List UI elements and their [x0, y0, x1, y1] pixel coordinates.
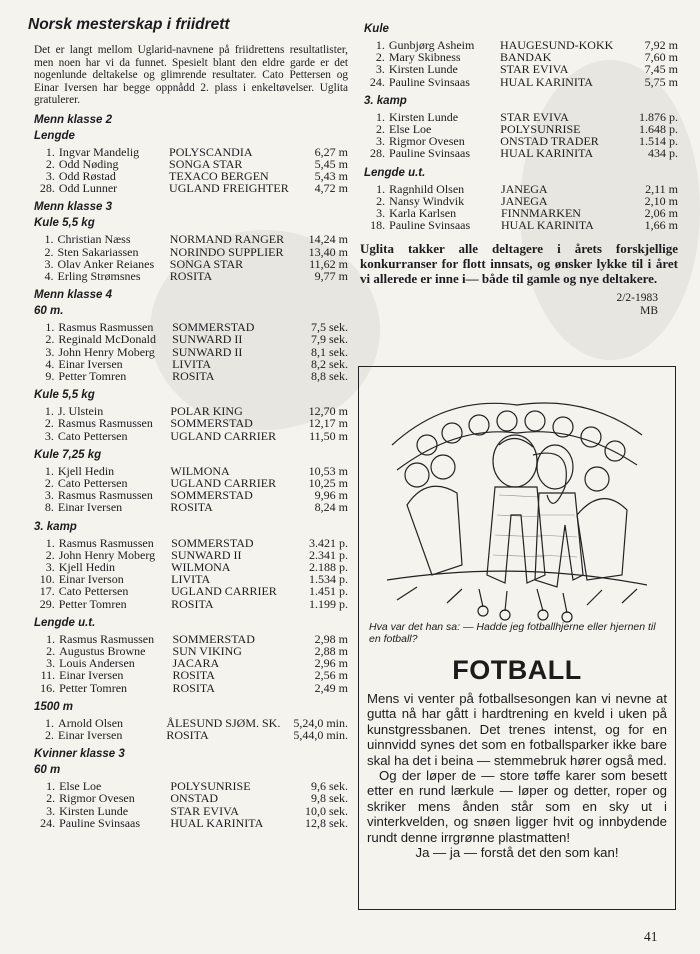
- place: 28.: [370, 146, 386, 161]
- place: 18.: [370, 218, 386, 233]
- athlete-name: Erling Strømsnes: [57, 268, 141, 283]
- result-value: 8,24 m: [314, 500, 348, 515]
- ship-name: HUAL KARINITA: [499, 74, 593, 89]
- result-value: 2,56 m: [314, 668, 348, 683]
- place: 2.: [45, 332, 55, 347]
- result-value: 4,72 m: [314, 181, 348, 196]
- thanks-paragraph: Uglita takker alle deltagere i årets forskjellige konkurranser for flott innsats, og ønsker lykke til i året vi allerede er inne i— både til gamle og nye deltakere.: [360, 241, 678, 287]
- ship-name: ÅLESUND SJØM. SK.: [166, 715, 281, 730]
- result-row: [34, 805, 348, 817]
- football-cartoon: [387, 375, 647, 623]
- result-value: 13,40 m: [308, 244, 348, 259]
- athlete-name: Rasmus Rasmussen: [57, 488, 153, 503]
- results-table: [364, 111, 678, 160]
- athlete-name: Pauline Svinsaas: [389, 218, 471, 233]
- athlete-name: Ingvar Mandelig: [58, 144, 140, 159]
- section-heading: 60 m: [34, 764, 61, 777]
- result-value: 3.421 p.: [309, 535, 348, 550]
- athlete-name: Gunbjørg Asheim: [388, 38, 475, 52]
- athlete-name: Louis Andersen: [59, 656, 135, 671]
- section-heading: 60 m.: [34, 305, 64, 318]
- result-value: 2,11 m: [645, 181, 678, 196]
- place: 1.: [45, 144, 55, 159]
- result-value: 10,0 sek.: [305, 803, 348, 818]
- athlete-name: Einar Iversen: [57, 500, 123, 515]
- result-value: 8,2 sek.: [311, 356, 348, 371]
- athlete-name: Einar Iversen: [59, 668, 124, 683]
- place: 8.: [44, 500, 54, 515]
- result-row: [34, 430, 348, 442]
- athlete-name: Pauline Svinsaas: [59, 815, 141, 830]
- results-table: [34, 633, 348, 694]
- result-row: [34, 537, 348, 549]
- place: 2.: [44, 416, 54, 431]
- ship-name: ROSITA: [171, 596, 214, 611]
- result-row: [34, 246, 348, 258]
- athlete-name: Arnold Olsen: [58, 715, 124, 730]
- page-number: 41: [644, 929, 658, 944]
- result-value: 2,98 m: [314, 631, 348, 646]
- result-value: 5,45 m: [314, 156, 348, 171]
- athlete-name: Petter Tomren: [59, 680, 128, 695]
- result-row: [34, 682, 348, 694]
- ship-name: SUNWARD II: [171, 547, 242, 562]
- athlete-name: Petter Tomren: [58, 368, 127, 383]
- results-table: [364, 183, 678, 232]
- place: 1.: [46, 779, 56, 794]
- results-table: [34, 321, 348, 382]
- result-value: 1,66 m: [644, 218, 678, 233]
- ship-name: SOMMERSTAD: [170, 488, 253, 503]
- result-row: [364, 147, 678, 159]
- place: 28.: [39, 181, 55, 196]
- result-row: [34, 233, 348, 245]
- section-heading: Kule: [364, 23, 389, 35]
- section-heading: Lengde: [34, 129, 75, 142]
- fotball-text: [367, 691, 667, 860]
- result-value: 9,8 sek.: [311, 791, 348, 806]
- result-row: [34, 146, 348, 158]
- place: 1.: [376, 109, 386, 124]
- result-value: 5,43 m: [314, 168, 348, 183]
- place: 1.: [44, 404, 54, 419]
- ship-name: JACARA: [172, 656, 220, 671]
- athlete-name: Odd Lunner: [58, 181, 118, 196]
- ship-name: JANEGA: [500, 181, 548, 196]
- athlete-name: Kirsten Lunde: [59, 803, 129, 818]
- athlete-name: Reginald McDonald: [58, 332, 157, 347]
- athlete-name: John Henry Moberg: [58, 547, 156, 562]
- place: 29.: [39, 596, 55, 611]
- section-heading: Menn klasse 3: [34, 201, 112, 214]
- cartoon-caption: Hva var det han sa: — Hadde jeg fotballhjerne eller hjernen til en fotball?: [369, 621, 656, 645]
- ship-name: STAR EVIVA: [170, 803, 239, 818]
- ship-name: ROSITA: [166, 728, 209, 742]
- athlete-name: Einar Iverson: [58, 572, 124, 587]
- results-table: [34, 717, 348, 741]
- athlete-name: Rasmus Rasmussen: [59, 631, 155, 646]
- place: 2.: [376, 122, 386, 137]
- result-row: [34, 585, 348, 597]
- result-value: 12,17 m: [308, 416, 348, 431]
- athlete-name: Kjell Hedin: [58, 559, 116, 574]
- place: 2.: [375, 50, 385, 65]
- ship-name: UGLAND FREIGHTER: [169, 181, 289, 196]
- ship-name: STAR EVIVA: [500, 109, 569, 124]
- result-value: 9,96 m: [314, 488, 348, 503]
- ship-name: HUAL KARINITA: [500, 218, 594, 233]
- place: 2.: [44, 244, 54, 259]
- ship-name: UGLAND CARRIER: [171, 584, 277, 599]
- ship-name: SUN VIKING: [172, 643, 242, 658]
- result-value: 8,8 sek.: [311, 368, 348, 383]
- ship-name: POLYSUNRISE: [170, 779, 251, 794]
- result-value: 1.451 p.: [309, 584, 348, 599]
- ship-name: BANDAK: [499, 50, 552, 65]
- athlete-name: Cato Pettersen: [58, 584, 129, 599]
- athlete-name: Mary Skibness: [388, 50, 461, 65]
- ship-name: HUAL KARINITA: [170, 815, 264, 830]
- ship-name: LIVITA: [172, 356, 212, 371]
- place: 3.: [46, 656, 56, 671]
- results-table: [34, 465, 348, 514]
- athlete-name: Einar Iversen: [58, 356, 123, 371]
- place: 24.: [40, 815, 56, 830]
- ship-name: POLYSCANDIA: [169, 144, 253, 159]
- place: 1.: [46, 631, 56, 646]
- result-value: 9,6 sek.: [311, 779, 348, 794]
- result-value: 1.534 p.: [309, 572, 348, 587]
- ship-name: POLAR KING: [170, 404, 243, 419]
- result-row: [364, 183, 678, 195]
- place: 2.: [46, 791, 56, 806]
- fotball-paragraph: Og der løper de — store tøffe karer som besett etter en rund lærkule — løper og detter, roper og skriker mens ånden står som en sky ut i vinterkvelden, og snøen ligger hvit og innbydende rundt denne irrgrønne plastmatten!: [367, 768, 667, 845]
- ship-name: LIVITA: [171, 572, 211, 587]
- athlete-name: Else Loe: [389, 122, 432, 137]
- ship-name: STAR EVIVA: [499, 62, 569, 77]
- place: 2.: [45, 547, 55, 562]
- athlete-name: Einar Iversen: [58, 728, 123, 742]
- athlete-name: Christian Næss: [57, 232, 131, 247]
- result-value: 2.188 p.: [309, 559, 348, 574]
- result-value: 2,10 m: [644, 193, 678, 208]
- ship-name: SOMMERSTAD: [171, 535, 254, 550]
- place: 1.: [375, 38, 385, 52]
- result-row: [34, 598, 348, 610]
- ship-name: SOMMERSTAD: [170, 416, 253, 431]
- place: 3.: [44, 428, 54, 443]
- results-table: [34, 233, 348, 282]
- ship-name: SOMMERSTAD: [172, 631, 255, 646]
- athlete-name: Rasmus Rasmussen: [58, 320, 154, 335]
- athlete-name: Kjell Hedin: [57, 463, 115, 478]
- place: 4.: [44, 268, 54, 283]
- ship-name: ONSTAD: [170, 791, 219, 806]
- result-value: 7,60 m: [644, 50, 678, 65]
- result-value: 1.514 p.: [639, 134, 678, 149]
- signature-initials: MB: [640, 305, 658, 318]
- ship-name: JANEGA: [500, 193, 548, 208]
- section-heading: Lengde u.t.: [364, 166, 426, 179]
- result-row: [364, 63, 678, 75]
- result-value: 1.199 p.: [309, 596, 348, 611]
- ship-name: TEXACO BERGEN: [169, 168, 269, 183]
- section-heading: Kule 7,25 kg: [34, 448, 102, 461]
- place: 3.: [45, 344, 55, 359]
- section-heading: Menn klasse 2: [34, 113, 112, 126]
- athlete-name: Else Loe: [59, 779, 102, 794]
- result-value: 8,1 sek.: [311, 344, 348, 359]
- athlete-name: Rasmus Rasmussen: [58, 535, 154, 550]
- section-heading: 1500 m: [34, 700, 74, 713]
- ship-name: NORMAND RANGER: [169, 232, 285, 247]
- athlete-name: Rasmus Rasmussen: [57, 416, 153, 431]
- result-value: 5,44,0 min.: [293, 728, 348, 742]
- ship-name: HUAL KARINITA: [500, 146, 594, 161]
- place: 3.: [44, 488, 54, 503]
- athlete-name: Nansy Windvik: [389, 193, 465, 208]
- place: 2.: [46, 643, 56, 658]
- result-row: [34, 270, 348, 282]
- section-heading: Menn klasse 4: [34, 289, 112, 302]
- athlete-name: Ragnhild Olsen: [389, 181, 465, 196]
- left-column: [28, 16, 348, 829]
- place: 1.: [45, 715, 55, 730]
- athlete-name: Sten Sakariassen: [57, 244, 139, 259]
- place: 1.: [44, 463, 54, 478]
- ship-name: ROSITA: [172, 680, 215, 695]
- place: 4.: [45, 356, 55, 371]
- place: 10.: [39, 572, 55, 587]
- section-heading: 3. kamp: [364, 94, 407, 107]
- left-results: [28, 114, 348, 830]
- place: 1.: [376, 181, 386, 196]
- result-value: 1.876 p.: [639, 109, 678, 124]
- results-table: [34, 146, 348, 195]
- athlete-name: J. Ulstein: [57, 404, 104, 419]
- place: 2.: [376, 193, 386, 208]
- athlete-name: Rigmor Ovesen: [59, 791, 135, 806]
- ship-name: ROSITA: [172, 668, 215, 683]
- ship-name: SUNWARD II: [172, 332, 243, 347]
- place: 3.: [44, 256, 54, 271]
- result-value: 10,53 m: [308, 463, 348, 478]
- athlete-name: Karla Karlsen: [389, 206, 457, 221]
- place: 1.: [44, 232, 54, 247]
- result-row: [34, 669, 348, 681]
- athlete-name: Pauline Svinsaas: [389, 146, 471, 161]
- right-column: [358, 16, 678, 318]
- place: 2.: [45, 156, 55, 171]
- place: 3.: [375, 62, 385, 77]
- place: 2.: [45, 728, 55, 742]
- place: 3.: [376, 134, 386, 149]
- result-value: 2,96 m: [314, 656, 348, 671]
- result-value: 11,62 m: [309, 256, 348, 271]
- place: 3.: [45, 559, 55, 574]
- result-value: 10,25 m: [308, 475, 348, 490]
- athlete-name: Cato Pettersen: [57, 475, 128, 490]
- result-value: 1.648 p.: [639, 122, 678, 137]
- signature-date: 2/2-1983: [616, 292, 658, 305]
- ship-name: FINNMARKEN: [500, 206, 581, 221]
- ship-name: NORINDO SUPPLIER: [169, 244, 284, 259]
- result-value: 11,50 m: [309, 428, 348, 443]
- ship-name: ROSITA: [172, 368, 215, 383]
- ship-name: ONSTAD TRADER: [500, 134, 599, 149]
- results-table: [34, 780, 348, 829]
- ship-name: SONGA STAR: [169, 156, 243, 171]
- section-heading: Kvinner klasse 3: [34, 748, 125, 761]
- result-row: [364, 76, 678, 88]
- result-row: [34, 792, 348, 804]
- intro-paragraph: Det er langt mellom Uglarid-navnene på friidrettens resultatlister, men noen har vi da funnet. Spesielt blant den eldre garde er det nogenlunde deltakelse og glimrende resultater. Cato Pettersen og Einar Iversen har begge oppnådd 2. plass i enkeltøvelser. Uglita gratulerer.: [34, 44, 348, 106]
- result-row: [364, 219, 678, 231]
- place: 1.: [45, 535, 55, 550]
- result-value: 2,06 m: [644, 206, 678, 221]
- results-table: [34, 537, 348, 610]
- place: 9.: [45, 368, 55, 383]
- result-value: 12,8 sek.: [305, 815, 348, 830]
- fotball-paragraph: Ja — ja — forstå det den som kan!: [415, 845, 619, 861]
- place: 16.: [40, 680, 56, 695]
- ship-name: WILMONA: [170, 463, 230, 478]
- ship-name: POLYSUNRISE: [500, 122, 581, 137]
- results-table: [34, 405, 348, 442]
- result-row: [34, 346, 348, 358]
- right-results: [358, 23, 678, 231]
- place: 3.: [46, 803, 56, 818]
- result-row: [34, 370, 348, 382]
- athlete-name: Petter Tomren: [58, 596, 127, 611]
- result-value: 6,27 m: [314, 144, 348, 159]
- result-value: 2,49 m: [314, 680, 348, 695]
- place: 1.: [45, 320, 55, 335]
- athlete-name: Pauline Svinsaas: [388, 74, 470, 89]
- result-row: [34, 501, 348, 513]
- athlete-name: Kirsten Lunde: [388, 62, 458, 77]
- section-heading: Lengde u.t.: [34, 616, 96, 629]
- result-value: 5,75 m: [644, 74, 678, 89]
- athlete-name: Odd Nøding: [58, 156, 119, 171]
- athlete-name: Cato Pettersen: [57, 428, 128, 443]
- section-heading: Kule 5,5 kg: [34, 217, 95, 230]
- result-row: [34, 729, 348, 741]
- place: 3.: [45, 168, 55, 183]
- fotball-heading: FOTBALL: [452, 655, 582, 685]
- result-value: 7,5 sek.: [311, 320, 348, 335]
- result-value: 14,24 m: [308, 232, 348, 247]
- ship-name: UGLAND CARRIER: [170, 475, 277, 490]
- result-value: 12,70 m: [308, 404, 348, 419]
- fotball-box: [358, 366, 676, 910]
- section-heading: Kule 5,5 kg: [34, 389, 95, 402]
- result-value: 2,88 m: [314, 643, 348, 658]
- ship-name: SONGA STAR: [169, 256, 244, 271]
- section-heading: 3. kamp: [34, 520, 77, 533]
- place: 2.: [44, 475, 54, 490]
- result-row: [34, 817, 348, 829]
- athlete-name: Rigmor Ovesen: [389, 134, 465, 149]
- ship-name: ROSITA: [170, 500, 213, 515]
- result-row: [34, 417, 348, 429]
- athlete-name: Odd Røstad: [58, 168, 116, 183]
- result-value: 7,45 m: [644, 62, 678, 77]
- athlete-name: Kirsten Lunde: [389, 109, 459, 124]
- result-value: 7,92 m: [644, 38, 678, 52]
- place: 3.: [376, 206, 386, 221]
- result-value: 7,9 sek.: [311, 332, 348, 347]
- fotball-paragraph: Mens vi venter på fotballsesongen kan vi nevne at gutta nå har gått i hardtrening en kveld i uken på kunstgressbanen. Det trenes intenst, og for en uinnvidd synes det som en fotballsparker ikke bare skal ha det i beina — stemmebruk hører også med.: [367, 691, 667, 768]
- place: 17.: [39, 584, 55, 599]
- ship-name: HAUGESUND-KOKK: [499, 38, 614, 52]
- result-value: 9,77 m: [314, 268, 348, 283]
- ship-name: SOMMERSTAD: [172, 320, 255, 335]
- result-value: 5,24,0 min.: [293, 715, 348, 730]
- ship-name: UGLAND CARRIER: [170, 428, 277, 443]
- results-table: [364, 39, 678, 88]
- athlete-name: Augustus Browne: [59, 643, 146, 658]
- result-row: [34, 333, 348, 345]
- place: 11.: [40, 668, 56, 683]
- ship-name: WILMONA: [171, 559, 231, 574]
- result-value: 2.341 p.: [309, 547, 348, 562]
- article-title: Norsk mesterskap i friidrett: [28, 16, 230, 33]
- place: 24.: [369, 74, 385, 89]
- result-row: [34, 182, 348, 194]
- ship-name: SUNWARD II: [172, 344, 243, 359]
- athlete-name: John Henry Moberg: [58, 344, 155, 359]
- result-value: 434 p.: [648, 146, 678, 161]
- athlete-name: Olav Anker Reianes: [57, 256, 155, 271]
- ship-name: ROSITA: [169, 268, 213, 283]
